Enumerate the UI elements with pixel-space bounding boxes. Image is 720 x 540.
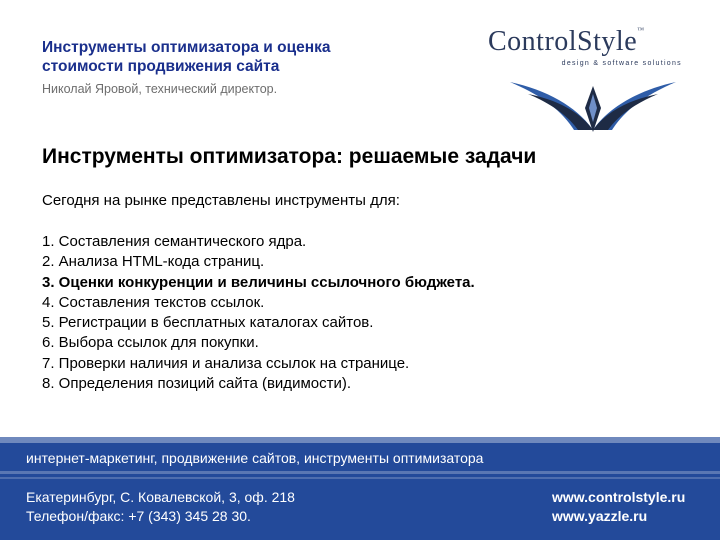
task-item-3: 3. Оценки конкуренции и величины ссылочного бюджета. (42, 273, 475, 291)
footer-tagline: интернет-маркетинг, продвижение сайтов, инструменты оптимизатора (26, 450, 484, 466)
footer-stripe (0, 477, 720, 479)
author-line: Николай Яровой, технический директор. (42, 82, 278, 96)
footer-websites (552, 488, 685, 526)
footer-stripe (0, 437, 720, 443)
task-item-8: 8. Определения позиций сайта (видимости). (42, 375, 352, 393)
slide-title: Инструменты оптимизатора: решаемые задачи (42, 145, 537, 168)
logo-wordmark: ControlStyle™ (488, 26, 645, 57)
website-link-controlstyle[interactable]: www.controlstyle.ru (552, 489, 686, 505)
task-list (42, 232, 475, 394)
task-item-1: 1. Составления семантического ядра. (42, 233, 307, 250)
task-item-2: 2. Анализа HTML-кода страниц. (42, 253, 265, 271)
footer-stripe (0, 471, 720, 474)
controlstyle-logo (488, 22, 688, 137)
presentation-title-line1: Инструменты оптимизатора и оценка (42, 39, 331, 56)
footer-contacts (26, 488, 295, 526)
footer (0, 437, 720, 540)
footer-address: Екатеринбург, С. Ковалевской, 3, оф. 218 (26, 489, 295, 505)
logo-tagline: design & software solutions (561, 60, 682, 67)
task-item-7: 7. Проверки наличия и анализа ссылок на странице. (42, 354, 410, 372)
footer-phone: Телефон/факс: +7 (343) 345 28 30. (26, 508, 251, 524)
task-item-5: 5. Регистрации в бесплатных каталогах сайтов. (42, 314, 374, 332)
slide-intro: Сегодня на рынке представлены инструменты для: (42, 192, 400, 209)
task-item-4: 4. Составления текстов ссылок. (42, 293, 265, 311)
website-link-yazzle[interactable]: www.yazzle.ru (552, 508, 648, 524)
presentation-title-line2: стоимости продвижения сайта (42, 58, 280, 75)
logo-wings-icon (508, 68, 678, 136)
task-item-6: 6. Выбора ссылок для покупки. (42, 334, 259, 352)
presentation-title (42, 38, 442, 76)
